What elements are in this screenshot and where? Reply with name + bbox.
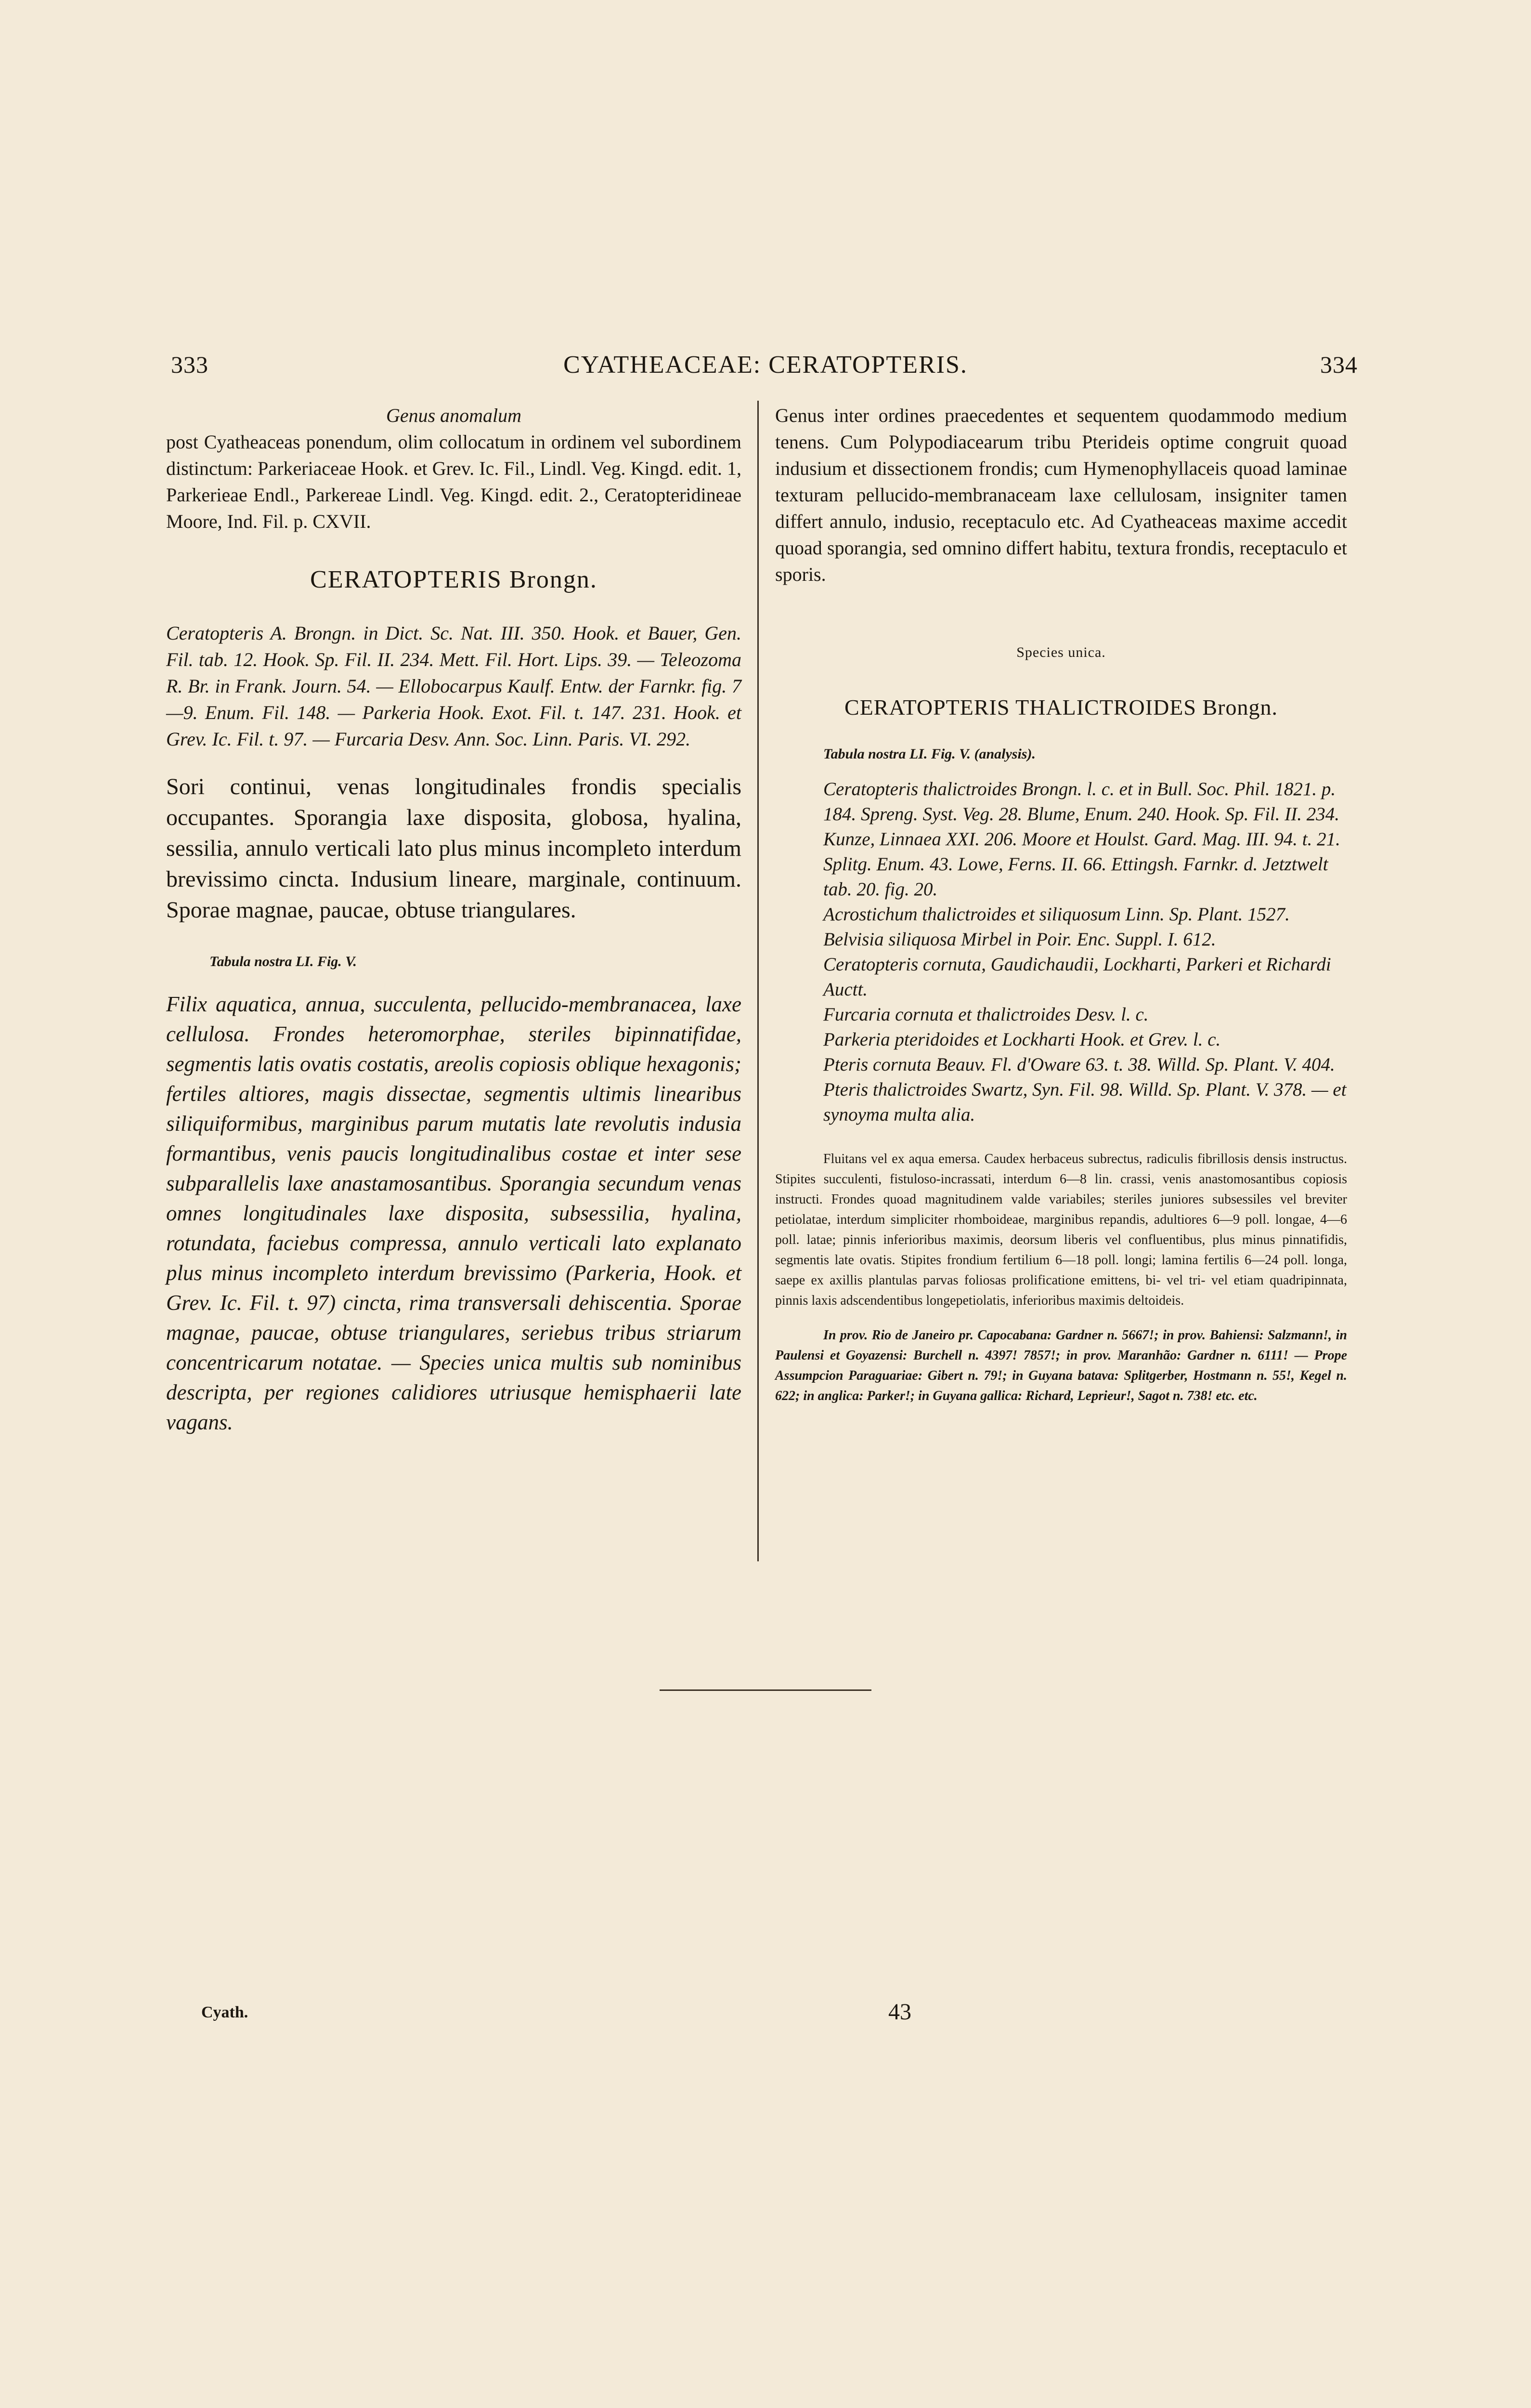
right-column: [775, 402, 1347, 1406]
bottom-rule: [660, 1689, 871, 1691]
synonym-entry: Ceratopteris thalictroides Brongn. l. c. et in Bull. Soc. Phil. 1821. p. 184. Spreng. Syst. Veg. 28. Blume, Enum. 240. Hook. Sp. Fil. II. 234. Kunze, Linnaea XXI. 206. Moore et Houlst. Gard. Mag. III. 94. t. 21. Splitg. Enum. 43. Lowe, Ferns. II. 66. Ettingsh. Farnkr. d. Jetztwelt tab. 20. fig. 20.: [823, 779, 1340, 900]
synonym-entry: Ceratopteris cornuta, Gaudichaudii, Lockharti, Parkeri et Richardi Auctt.: [823, 954, 1331, 1000]
genus-synonyms: Ceratopteris A. Brongn. in Dict. Sc. Nat. III. 350. Hook. et Bauer, Gen. Fil. tab. 12. Hook. Sp. Fil. II. 234. Mett. Fil. Hort. Lips. 39. — Teleozoma R. Br. in Frank. Journ. 54. — Ellobocarpus Kaulf. Entw. der Farnkr. fig. 7—9. Enum. Fil. 148. — Parkeria Hook. Exot. Fil. t. 147. 231. Hook. et Grev. Ic. Fil. t. 97. — Furcaria Desv. Ann. Soc. Linn. Paris. VI. 292.: [166, 622, 741, 750]
plate-reference: Tabula nostra LI. Fig. V.: [209, 954, 357, 969]
left-column: [166, 402, 741, 1437]
synonym-entry: Parkeria pteridoides et Lockharti Hook. et Grev. l. c.: [823, 1029, 1221, 1050]
genus-description: Filix aquatica, annua, succulenta, pellucido-membranacea, laxe cellulosa. Frondes heteromorphae, steriles bipinnatifidae, segmentis latis ovatis costatis, areolis copiosis oblique hexagonis; fertiles altiores, magis dissectae, segmentis ultimis linearibus siliquiformibus, marginibus parum mutatis late revolutis indusia formantibus, venis paucis longitudinalibus costae et inter sese subparallelis laxe anastamosantibus. Sporangia secundum venas omnes longitudinales laxe disposita, subsessilia, hyalina, rotundata, faciebus compressa, annulo verticali lato explanato plus minus incompleto interdum brevissimo (Parkeria, Hook. et Grev. Ic. Fil. t. 97) cincta, rima transversali dehiscentia. Sporae magnae, paucae, obtuse triangulares, seriebus tribus striarum concentricarum notatae. — Species unica multis sub nominibus descripta, per regiones calidiores utriusque hemisphaerii late vagans.: [166, 992, 741, 1434]
synonym-entry: Acrostichum thalictroides et siliquosum Linn. Sp. Plant. 1527.: [823, 904, 1290, 925]
intro-title: Genus anomalum: [386, 405, 522, 426]
species-unica: Species unica.: [1016, 644, 1106, 660]
species-plate-reference: Tabula nostra LI. Fig. V. (analysis).: [823, 746, 1036, 762]
genus-title: CERATOPTERIS Brongn.: [310, 566, 597, 593]
page-number-left: 333: [171, 351, 208, 378]
species-localities: In prov. Rio de Janeiro pr. Capocabana: Gardner n. 5667!; in prov. Bahiensi: Salzmann!, in Paulensi et Goyazensi: Burchell n. 4397! 7857!; in prov. Maranhão: Gardner n. 6111! — Prope Assumpcion Paraguariae: Gibert n. 79!; in Guyana batava: Splitgerber, Hostmann n. 55!, Kegel n. 622; in anglica: Parker!; in Guyana gallica: Richard, Leprieur!, Sagot n. 738! etc. etc.: [775, 1328, 1347, 1403]
intro-text: post Cyatheaceas ponendum, olim collocatum in ordinem vel subordinem distinctum: Parkeriaceae Hook. et Grev. Ic. Fil., Lindl. Veg. Kingd. edit. 1, Parkerieae Endl., Parkereae Lindl. Veg. Kingd. edit. 2., Ceratopteridineae Moore, Ind. Fil. p. CXVII.: [166, 431, 741, 532]
genus-characters: Sori continui, venas longitudinales frondis specialis occupantes. Sporangia laxe disposita, globosa, hyalina, sessilia, annulo verticali lato plus minus incompleto interdum brevissimo cincta. Indusium lineare, marginale, continuum. Sporae magnae, paucae, obtuse triangulares.: [166, 774, 741, 923]
synonym-entry: Pteris thalictroides Swartz, Syn. Fil. 98. Willd. Sp. Plant. V. 378. — et synoyma multa alia.: [823, 1079, 1347, 1125]
synonym-entry: Pteris cornuta Beauv. Fl. d'Oware 63. t. 38. Willd. Sp. Plant. V. 404.: [823, 1054, 1335, 1075]
species-description: Fluitans vel ex aqua emersa. Caudex herbaceus subrectus, radiculis fibrillosis densis instructus. Stipites succulenti, fistuloso-incrassati, interdum 6—8 lin. crassi, venis anastomosantibus copiosis instructi. Frondes quoad magnitudinem valde variabiles; steriles juniores subsessiles vel breviter petiolatae, interdum simpliciter rhomboideae, marginibus repandis, adultiores 6—9 poll. longae, 4—6 poll. latae; pinnis inferioribus maximis, deorsum liberis vel confluentibus, plus minus pinnatifidis, segmentis late ovatis. Stipites frondium fertilium 6—18 poll. longi; lamina fertilis 6—24 poll. longa, saepe ex axillis plantulas parvas foliosas prolificatione emittens, bi- vel tri- vel etiam quadripinnata, pinnis laxis adscendentibus longepetiolatis, inferioribus maximis deltoideis.: [775, 1152, 1347, 1308]
synonym-entry: Belvisia siliquosa Mirbel in Poir. Enc. Suppl. I. 612.: [823, 929, 1216, 950]
running-head: CYATHEACEAE: CERATOPTERIS.: [563, 351, 968, 379]
page-number-right: 334: [1320, 351, 1358, 378]
synonym-entry: Furcaria cornuta et thalictroides Desv. l. c.: [823, 1004, 1149, 1025]
footer-page-number: 43: [888, 1999, 911, 2025]
species-synonyms: [775, 777, 1347, 1127]
column-rule: [757, 401, 759, 1561]
species-title: CERATOPTERIS THALICTROIDES Brongn.: [844, 695, 1278, 720]
right-intro-text: Genus inter ordines praecedentes et sequentem quodammodo medium tenens. Cum Polypodiacearum tribu Pterideis optime congruit quoad indusium et dissectionem frondis; cum Hymenophyllaceis quoad laminae texturam pellucido-membranaceam laxe cellulosam, insigniter tamen differt annulo, indusio, receptaculo etc. Ad Cyatheaceas maxime accedit quoad sporangia, sed omnino differt habitu, textura frondis, receptaculo et sporis.: [775, 405, 1347, 585]
signature-mark: Cyath.: [201, 2003, 248, 2021]
